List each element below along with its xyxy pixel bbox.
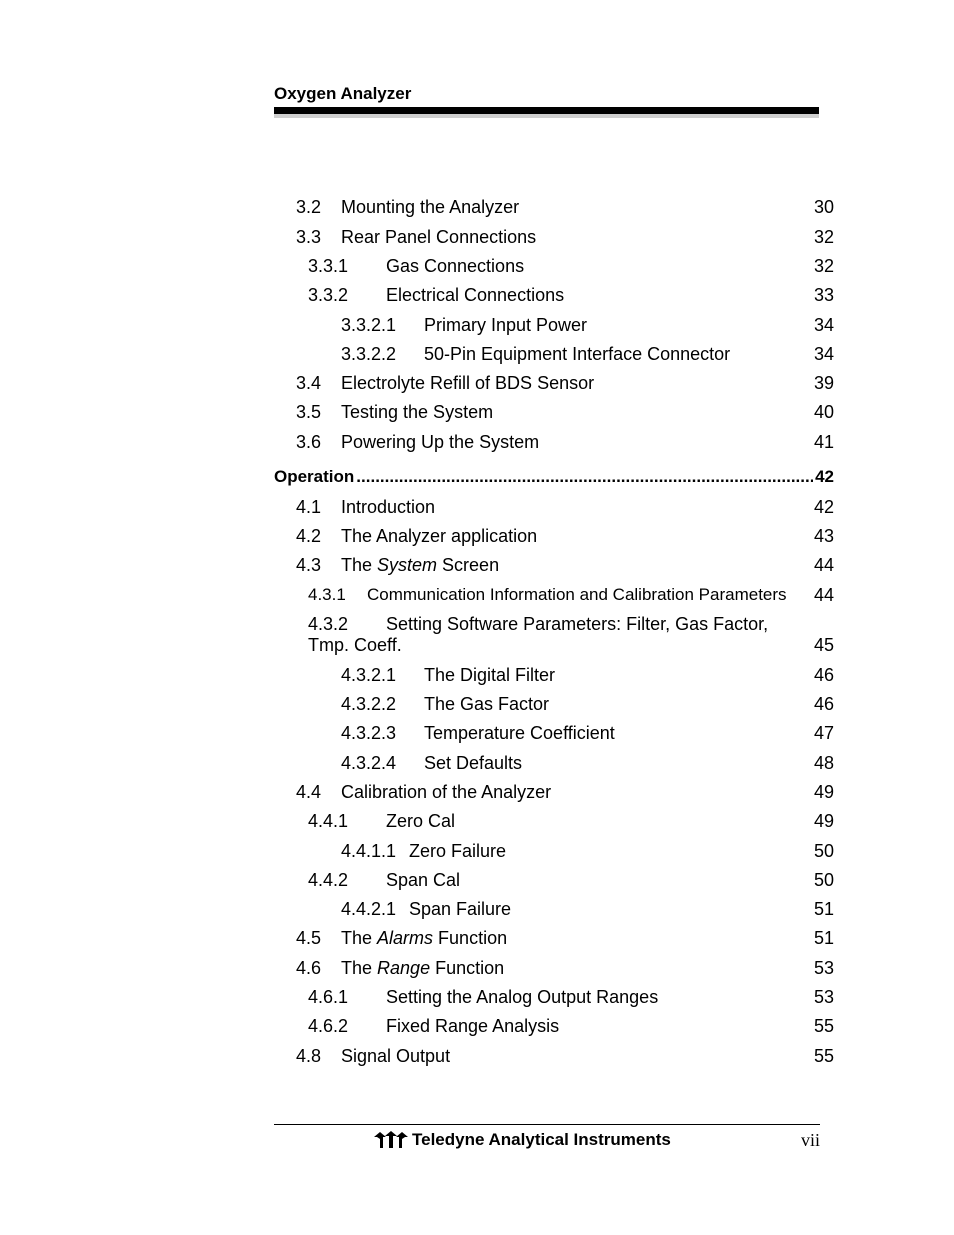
toc-title: Setting the Analog Output Ranges: [386, 987, 659, 1007]
toc-number: 4.3.2.3: [341, 723, 397, 743]
title-part: The: [341, 958, 378, 978]
toc-title: Rear Panel Connections: [341, 227, 537, 247]
toc-number: 4.3.1: [308, 585, 346, 604]
toc-title: Mounting the Analyzer: [341, 197, 520, 217]
toc-title: Communication Information and Calibration Parameters: [367, 585, 787, 604]
toc-title: Zero Cal: [386, 811, 456, 831]
toc-number: 4.6.1: [308, 987, 349, 1007]
toc-number: 4.4.2.1: [341, 899, 397, 919]
toc-number: 3.3.1: [308, 256, 349, 276]
toc-number: 3.5: [296, 402, 322, 422]
toc-number: 4.1: [296, 497, 322, 517]
toc-page: 39: [813, 373, 834, 393]
toc-title: Setting Software Parameters: Filter, Gas Factor,: [386, 614, 769, 634]
toc-number: 4.4.1.1: [341, 841, 397, 861]
toc-title: Calibration of the Analyzer: [341, 782, 552, 802]
toc-title: The Digital Filter: [424, 665, 556, 685]
toc-title: Introduction: [341, 497, 436, 517]
toc-title: Electrical Connections: [386, 285, 565, 305]
toc-page: 49: [813, 811, 834, 831]
toc-page: 50: [813, 841, 834, 861]
title-part: Screen: [437, 555, 500, 575]
toc-title: Powering Up the System: [341, 432, 540, 452]
toc-page: 32: [813, 256, 834, 276]
toc-number: 3.3.2.2: [341, 344, 397, 364]
header-shadow-rule: [274, 114, 819, 118]
toc-chapter-entry[interactable]: [274, 467, 834, 487]
toc-number: 4.3.2.4: [341, 753, 397, 773]
toc-page: 44: [813, 585, 834, 605]
toc-title: Set Defaults: [424, 753, 523, 773]
toc-number: 4.3.2.2: [341, 694, 397, 714]
toc-page: 55: [813, 1016, 834, 1036]
title-italic: Range: [377, 958, 431, 978]
page-number: vii: [800, 1130, 820, 1150]
toc-number: 3.2: [296, 197, 322, 217]
toc-page: 32: [813, 227, 834, 247]
header-rule: [274, 107, 819, 114]
title-part: The: [341, 928, 378, 948]
toc-title: Span Cal: [386, 870, 461, 890]
toc-title: Zero Failure: [409, 841, 507, 861]
toc-page: 46: [813, 665, 834, 685]
toc-number: 4.6.2: [308, 1016, 349, 1036]
toc-number: 3.4: [296, 373, 322, 393]
toc-number: 4.6: [296, 958, 322, 978]
page-header: [274, 84, 819, 118]
toc-number: 3.3: [296, 227, 322, 247]
title-italic: Alarms: [377, 928, 434, 948]
toc-title: Primary Input Power: [424, 315, 588, 335]
toc-title-continued: Tmp. Coeff.: [308, 635, 402, 655]
toc-number: 3.3.2.1: [341, 315, 397, 335]
brand-name: Teledyne Analytical Instruments: [412, 1130, 671, 1149]
title-italic: System: [377, 555, 438, 575]
title-part: The: [341, 555, 378, 575]
teledyne-logo-icon: [374, 1131, 408, 1149]
toc-page: 44: [813, 555, 834, 575]
toc-number: 4.3.2.1: [341, 665, 397, 685]
toc-page: 34: [813, 344, 834, 364]
toc-title: Signal Output: [341, 1046, 451, 1066]
toc-page: 41: [813, 432, 834, 452]
toc-page: 50: [813, 870, 834, 890]
toc-title: The Gas Factor: [424, 694, 550, 714]
title-part: Function: [430, 958, 505, 978]
toc-title: 50-Pin Equipment Interface Connector: [424, 344, 731, 364]
toc-number: 4.5: [296, 928, 322, 948]
toc-number: 4.3: [296, 555, 322, 575]
toc-title: Testing the System: [341, 402, 494, 422]
toc-page: 53: [813, 987, 834, 1007]
toc-title: Temperature Coefficient: [424, 723, 615, 743]
toc-page: 45: [813, 635, 834, 655]
toc-title: Gas Connections: [386, 256, 525, 276]
chapter-title: Operation: [274, 467, 355, 486]
toc-page: 43: [813, 526, 834, 546]
page-footer: [274, 1124, 820, 1150]
toc-page: 48: [813, 753, 834, 773]
footer-rule: [274, 1124, 820, 1125]
toc-page: 30: [813, 197, 834, 217]
toc-title: The Analyzer application: [341, 526, 538, 546]
toc-page: 42: [813, 497, 834, 517]
toc-page: 55: [813, 1046, 834, 1066]
toc-number: 4.3.2: [308, 614, 349, 634]
toc-title: Fixed Range Analysis: [386, 1016, 560, 1036]
toc-number: 4.4.2: [308, 870, 349, 890]
toc-number: 3.3.2: [308, 285, 349, 305]
chapter-page: 42: [815, 467, 834, 486]
toc-page: 40: [813, 402, 834, 422]
toc-page: 51: [813, 928, 834, 948]
toc-page: 34: [813, 315, 834, 335]
toc-page: 51: [813, 899, 834, 919]
toc-number: 4.2: [296, 526, 322, 546]
toc-number: 4.4.1: [308, 811, 349, 831]
toc-number: 4.8: [296, 1046, 322, 1066]
title-part: Function: [433, 928, 508, 948]
toc-page: 47: [813, 723, 834, 743]
toc-page: 49: [813, 782, 834, 802]
toc-page: 33: [813, 285, 834, 305]
dot-leader: [356, 467, 813, 487]
toc-number: 4.4: [296, 782, 322, 802]
document-title: Oxygen Analyzer: [274, 84, 412, 103]
toc-title: Span Failure: [409, 899, 512, 919]
footer-brand: [374, 1130, 671, 1150]
toc-number: 3.6: [296, 432, 322, 452]
toc-page: 46: [813, 694, 834, 714]
toc-title: Electrolyte Refill of BDS Sensor: [341, 373, 595, 393]
toc-page: 53: [813, 958, 834, 978]
